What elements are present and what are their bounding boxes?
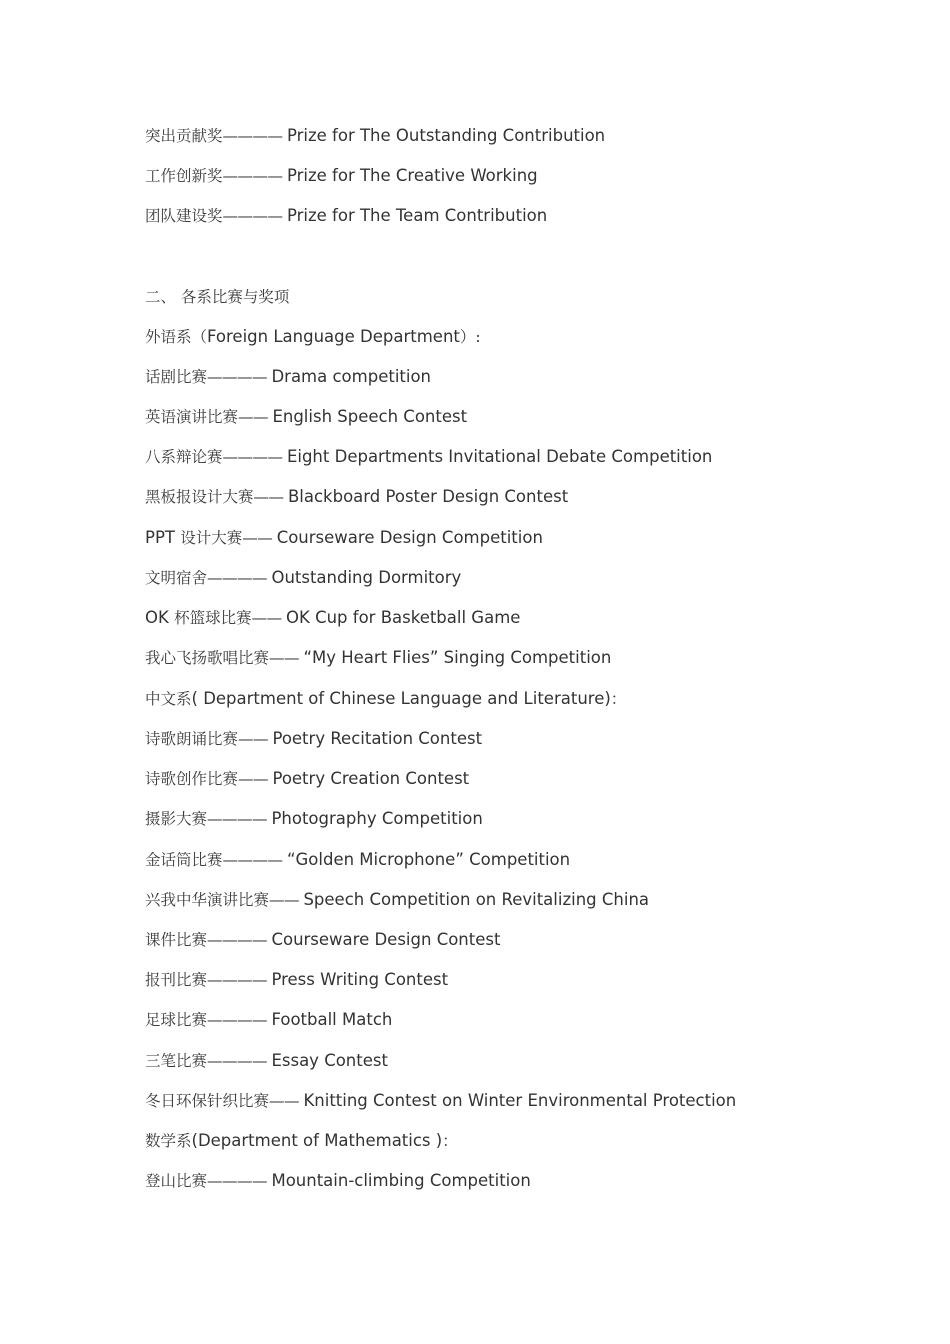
item-prefix: PPT <box>145 528 181 547</box>
item-en: Blackboard Poster Design Contest <box>287 487 569 506</box>
item-zh: 杯篮球比赛 <box>174 609 252 627</box>
list-item <box>145 929 500 951</box>
item-en: English Speech Contest <box>272 407 468 426</box>
item-en: Courseware Design Competition <box>276 528 543 547</box>
separator-dash: —— <box>251 609 287 627</box>
award-outstanding-contribution <box>145 125 605 147</box>
separator-dash: —— <box>269 649 304 667</box>
separator-dash: ———— <box>222 127 287 145</box>
item-en: Eight Departments Invitational Debate Competition <box>286 447 713 466</box>
separator-dash: ———— <box>207 368 272 386</box>
item-en: Press Writing Contest <box>271 970 449 989</box>
list-item <box>145 486 568 508</box>
award-zh: 团队建设奖 <box>145 207 223 225</box>
item-en: Knitting Contest on Winter Environmental Protection <box>303 1091 737 1110</box>
separator-dash: —— <box>238 730 273 748</box>
item-zh: 冬日环保针织比赛 <box>145 1092 270 1110</box>
dept-tail: ： <box>442 1132 458 1150</box>
dept-tail: ： <box>610 690 627 708</box>
list-item <box>145 849 570 871</box>
list-item <box>145 647 611 669</box>
separator-dash: ———— <box>222 851 287 869</box>
item-zh: 金话筒比赛 <box>145 851 223 869</box>
item-prefix: OK <box>145 608 175 627</box>
separator-dash: ———— <box>207 1011 272 1029</box>
award-zh: 突出贡献奖 <box>145 127 223 145</box>
list-item <box>145 446 712 468</box>
item-en: Poetry Recitation Contest <box>272 729 483 748</box>
dept-tail: ）: <box>459 328 481 346</box>
separator-dash: ———— <box>207 971 272 989</box>
list-item <box>145 808 483 830</box>
separator-dash: —— <box>269 891 304 909</box>
item-en: Courseware Design Contest <box>271 930 501 949</box>
separator-dash: —— <box>238 770 273 788</box>
separator-dash: ———— <box>222 207 287 225</box>
award-en: Prize for The Team Contribution <box>286 206 548 225</box>
item-en: Speech Competition on Revitalizing China <box>303 890 650 909</box>
separator-dash: ———— <box>222 448 287 466</box>
item-zh: 话剧比赛 <box>145 368 208 386</box>
item-en: OK Cup for Basketball Game <box>286 608 521 627</box>
award-en: Prize for The Creative Working <box>286 166 538 185</box>
separator-dash: ———— <box>207 569 272 587</box>
item-zh: 课件比赛 <box>145 931 208 949</box>
item-zh: 黑板报设计大赛 <box>145 488 254 506</box>
item-en: Drama competition <box>271 367 432 386</box>
separator-dash: ———— <box>222 167 287 185</box>
separator-dash: ———— <box>207 1052 272 1070</box>
item-zh: 摄影大赛 <box>145 810 208 828</box>
item-zh: 诗歌朗诵比赛 <box>145 730 239 748</box>
item-zh: 设计大赛 <box>180 529 243 547</box>
award-creative-working <box>145 165 538 187</box>
item-en: “My Heart Flies” Singing Competition <box>303 648 612 667</box>
item-en: “Golden Microphone” Competition <box>286 850 571 869</box>
dept-zh: 数学系 <box>145 1132 192 1150</box>
list-item <box>145 728 482 750</box>
list-item <box>145 366 431 388</box>
dept-zh: 外语系（ <box>145 328 208 346</box>
item-zh: 足球比赛 <box>145 1011 208 1029</box>
list-item <box>145 527 543 549</box>
list-item <box>145 607 520 629</box>
item-zh: 诗歌创作比赛 <box>145 770 239 788</box>
separator-dash: —— <box>238 408 273 426</box>
separator-dash: ———— <box>207 1172 272 1190</box>
department-heading-chinese <box>145 688 626 710</box>
item-zh: 文明宿舍 <box>145 569 208 587</box>
item-zh: 登山比赛 <box>145 1172 208 1190</box>
list-item <box>145 768 469 790</box>
list-item <box>145 969 448 991</box>
item-en: Outstanding Dormitory <box>271 568 462 587</box>
separator-dash: ———— <box>207 810 272 828</box>
item-en: Poetry Creation Contest <box>272 769 470 788</box>
item-zh: 兴我中华演讲比赛 <box>145 891 270 909</box>
list-item <box>145 1170 531 1192</box>
dept-en: ( Department of Chinese Language and Literature) <box>191 689 611 708</box>
award-en: Prize for The Outstanding Contribution <box>286 126 606 145</box>
department-heading-foreign-language <box>145 326 481 348</box>
item-en: Photography Competition <box>271 809 483 828</box>
dept-en: Foreign Language Department <box>207 327 460 346</box>
item-en: Football Match <box>271 1010 393 1029</box>
item-zh: 报刊比赛 <box>145 971 208 989</box>
section-heading <box>145 286 289 308</box>
item-zh: 八系辩论赛 <box>145 448 223 466</box>
item-en: Essay Contest <box>271 1051 388 1070</box>
section-heading-text: 二、 各系比赛与奖项 <box>145 288 290 306</box>
dept-zh: 中文系 <box>145 690 192 708</box>
item-zh: 三笔比赛 <box>145 1052 208 1070</box>
list-item <box>145 567 461 589</box>
item-en: Mountain-climbing Competition <box>271 1171 531 1190</box>
separator-dash: —— <box>253 488 288 506</box>
item-zh: 英语演讲比赛 <box>145 408 239 426</box>
item-zh: 我心飞扬歌唱比赛 <box>145 649 270 667</box>
list-item <box>145 406 467 428</box>
award-zh: 工作创新奖 <box>145 167 223 185</box>
separator-dash: —— <box>269 1092 304 1110</box>
department-heading-mathematics <box>145 1130 458 1152</box>
separator-dash: —— <box>242 529 277 547</box>
list-item <box>145 1009 392 1031</box>
dept-en: (Department of Mathematics ) <box>191 1131 443 1150</box>
separator-dash: ———— <box>207 931 272 949</box>
list-item <box>145 1050 388 1072</box>
award-team-contribution <box>145 205 547 227</box>
list-item <box>145 1090 736 1112</box>
list-item <box>145 889 649 911</box>
